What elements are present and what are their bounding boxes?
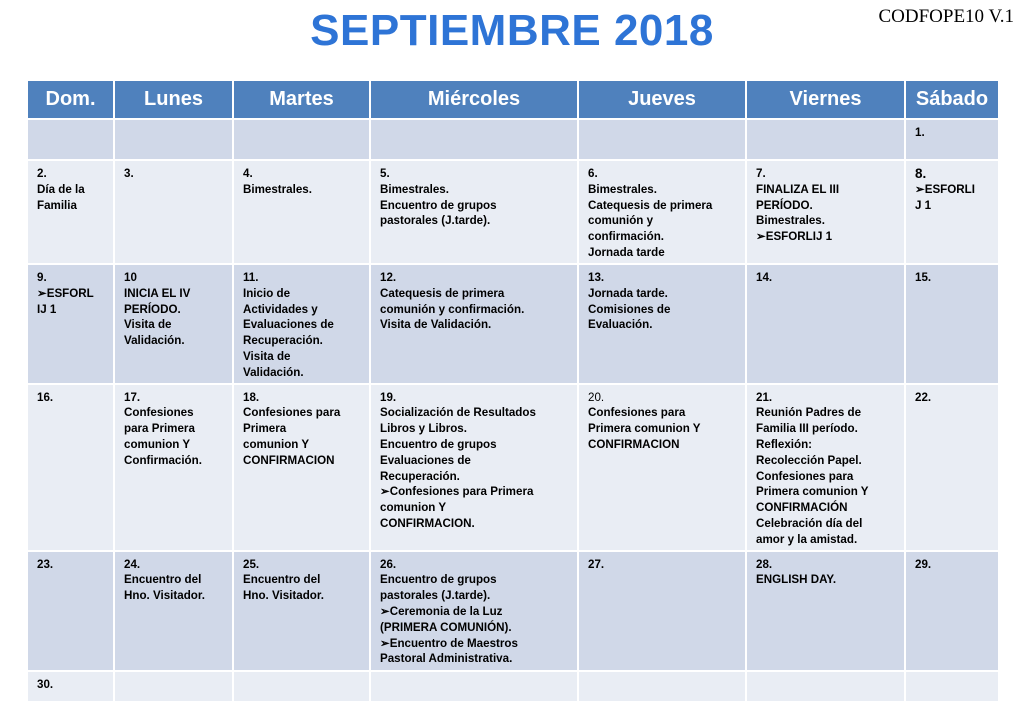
day-cell — [27, 551, 114, 671]
day-cell — [746, 264, 905, 384]
day-cell — [114, 384, 233, 551]
day-number: 21. — [756, 390, 773, 404]
day-number: 27. — [588, 557, 605, 571]
day-cell — [578, 264, 746, 384]
day-cell — [905, 551, 999, 671]
day-number: 16. — [37, 390, 54, 404]
weekday-header: Lunes — [114, 80, 233, 119]
event-text: Hno. Visitador. — [243, 589, 324, 603]
day-cell — [27, 671, 114, 702]
event-text: Comisiones de — [588, 302, 671, 316]
event-text: CONFIRMACIÓN — [756, 501, 848, 515]
event-text: Confesiones para — [243, 406, 341, 420]
day-cell — [905, 264, 999, 384]
event-text: Visita de Validación. — [380, 318, 492, 332]
event-text: comunion Y — [124, 437, 191, 451]
event-text: ➢Encuentro de Maestros — [380, 636, 518, 650]
page-title: SEPTIEMBRE 2018 — [310, 6, 714, 55]
day-number: 14. — [756, 271, 773, 284]
day-cell — [233, 264, 370, 384]
day-cell — [370, 160, 578, 264]
empty-day-cell — [114, 671, 233, 702]
event-text: Familia III período. — [756, 422, 858, 436]
event-text: amor y la amistad. — [756, 532, 858, 546]
empty-day-cell — [114, 119, 233, 160]
day-number: 24. — [124, 557, 141, 571]
day-cell — [578, 384, 746, 551]
day-number: 17. — [124, 390, 141, 404]
event-text: Primera comunion Y — [588, 422, 701, 436]
event-text: para Primera — [124, 422, 195, 436]
week-row — [27, 671, 999, 702]
event-text: Encuentro de grupos — [380, 198, 497, 212]
day-number: 19. — [380, 390, 397, 404]
calendar-table — [26, 79, 1000, 703]
day-cell — [27, 384, 114, 551]
event-text: Encuentro del — [124, 573, 202, 587]
day-number: 11. — [243, 271, 259, 284]
day-number: 29. — [915, 557, 932, 571]
event-text: Celebración día del — [756, 516, 863, 530]
day-cell — [114, 551, 233, 671]
day-number: 9. — [37, 271, 47, 284]
day-number: 2. — [37, 167, 47, 180]
day-number: 4. — [243, 167, 253, 180]
weekday-header: Viernes — [746, 80, 905, 119]
event-text: Jornada tarde. — [588, 286, 668, 300]
empty-day-cell — [370, 119, 578, 160]
event-text: confirmación. — [588, 230, 665, 244]
empty-day-cell — [746, 119, 905, 160]
day-number: 13. — [588, 271, 605, 284]
day-cell — [905, 384, 999, 551]
empty-day-cell — [578, 119, 746, 160]
event-text: pastorales (J.tarde). — [380, 589, 491, 603]
event-text: Primera comunion Y — [756, 485, 869, 499]
day-cell — [746, 160, 905, 264]
event-text: (PRIMERA COMUNIÓN). — [380, 620, 512, 634]
day-cell — [746, 551, 905, 671]
event-text: comunión y confirmación. — [380, 302, 525, 316]
empty-day-cell — [27, 119, 114, 160]
day-number: 26. — [380, 557, 397, 571]
event-text: ➢Ceremonia de la Luz — [380, 604, 503, 618]
day-number: 3. — [124, 167, 134, 180]
weekday-header: Sábado — [905, 80, 999, 119]
event-text: IJ 1 — [37, 302, 57, 316]
day-cell — [370, 551, 578, 671]
event-text: Recuperación. — [380, 469, 460, 483]
event-text: Actividades y — [243, 302, 318, 316]
day-cell — [370, 264, 578, 384]
event-text: Día de la — [37, 182, 85, 196]
event-text: ➢Confesiones para Primera — [380, 485, 534, 499]
day-cell — [578, 551, 746, 671]
day-number: 1. — [915, 126, 925, 139]
event-text: Bimestrales. — [756, 214, 825, 228]
day-number: 10 — [124, 271, 137, 284]
day-cell — [746, 384, 905, 551]
event-text: Primera — [243, 422, 287, 436]
day-cell — [114, 264, 233, 384]
event-text: FINALIZA EL III — [756, 182, 840, 196]
week-row — [27, 384, 999, 551]
event-text: Libros y Libros. — [380, 422, 467, 436]
empty-day-cell — [233, 119, 370, 160]
event-text: Visita de — [243, 349, 291, 363]
event-text: Familia — [37, 198, 77, 212]
event-text: Pastoral Administrativa. — [380, 652, 513, 666]
event-text: INICIA EL IV — [124, 286, 191, 300]
event-text: ENGLISH DAY. — [756, 573, 837, 587]
event-text: pastorales (J.tarde). — [380, 214, 491, 228]
event-text: comunion Y — [243, 437, 310, 451]
event-text: Reflexión: — [756, 437, 813, 451]
day-cell — [233, 384, 370, 551]
event-text: Recuperación. — [243, 334, 323, 348]
weekday-header-row — [27, 80, 999, 119]
weekday-header: Miércoles — [370, 80, 578, 119]
event-text: Bimestrales. — [243, 182, 312, 196]
event-text: CONFIRMACION. — [380, 516, 475, 530]
event-text: Visita de — [124, 318, 172, 332]
event-text: CONFIRMACION — [588, 437, 680, 451]
day-number: 23. — [37, 557, 54, 571]
event-text: Encuentro de grupos — [380, 573, 497, 587]
day-cell — [905, 160, 999, 264]
event-text: Socialización de Resultados — [380, 406, 536, 420]
day-number: 12. — [380, 271, 397, 284]
event-text: Catequesis de primera — [588, 198, 713, 212]
event-text: J 1 — [915, 198, 932, 212]
day-cell — [27, 264, 114, 384]
event-text: Encuentro de grupos — [380, 437, 497, 451]
weekday-header: Dom. — [27, 80, 114, 119]
event-text: comunión y — [588, 214, 654, 228]
event-text: PERÍODO. — [756, 198, 813, 212]
empty-day-cell — [578, 671, 746, 702]
event-text: ➢ESFORLIJ 1 — [756, 230, 833, 244]
event-text: Bimestrales. — [380, 182, 449, 196]
week-row — [27, 551, 999, 671]
event-text: Confesiones para — [756, 469, 854, 483]
event-text: Inicio de — [243, 286, 291, 300]
day-cell — [233, 160, 370, 264]
day-cell — [578, 160, 746, 264]
empty-day-cell — [905, 671, 999, 702]
event-text: Encuentro del — [243, 573, 321, 587]
day-number: 30. — [37, 677, 54, 691]
week-row — [27, 264, 999, 384]
event-text: Evaluaciones de — [243, 318, 334, 332]
day-number: 18. — [243, 390, 260, 404]
day-cell — [370, 384, 578, 551]
day-number: 5. — [380, 167, 390, 180]
document-code: CODFOPE10 V.1 — [878, 6, 1014, 27]
event-text: Bimestrales. — [588, 182, 657, 196]
event-text: Evaluaciones de — [380, 453, 471, 467]
week-row — [27, 119, 999, 160]
day-cell — [27, 160, 114, 264]
day-number: 15. — [915, 271, 932, 284]
empty-day-cell — [233, 671, 370, 702]
day-cell — [905, 119, 999, 160]
day-cell — [114, 160, 233, 264]
event-text: PERÍODO. — [124, 302, 181, 316]
event-text: Reunión Padres de — [756, 406, 862, 420]
event-text: Jornada tarde — [588, 245, 665, 259]
event-text: Confirmación. — [124, 453, 202, 467]
event-text: Confesiones para — [588, 406, 686, 420]
day-number: 25. — [243, 557, 260, 571]
day-number: 6. — [588, 167, 598, 180]
day-number: 7. — [756, 167, 766, 180]
event-text: Confesiones — [124, 406, 194, 420]
event-text: Validación. — [124, 334, 185, 348]
day-cell — [233, 551, 370, 671]
weekday-header: Jueves — [578, 80, 746, 119]
event-text: CONFIRMACION — [243, 453, 335, 467]
event-text: ➢ESFORLI — [915, 182, 975, 196]
event-text: Catequesis de primera — [380, 286, 505, 300]
event-text: Validación. — [243, 365, 304, 379]
day-number: 22. — [915, 390, 932, 404]
empty-day-cell — [746, 671, 905, 702]
day-number: 20. — [588, 390, 605, 404]
event-text: comunion Y — [380, 501, 447, 515]
day-number: 8. — [915, 166, 927, 181]
event-text: Recolección Papel. — [756, 453, 862, 467]
event-text: Hno. Visitador. — [124, 589, 205, 603]
event-text: Evaluación. — [588, 318, 653, 332]
weekday-header: Martes — [233, 80, 370, 119]
day-number: 28. — [756, 557, 773, 571]
event-text: ➢ESFORL — [37, 286, 94, 300]
week-row — [27, 160, 999, 264]
empty-day-cell — [370, 671, 578, 702]
